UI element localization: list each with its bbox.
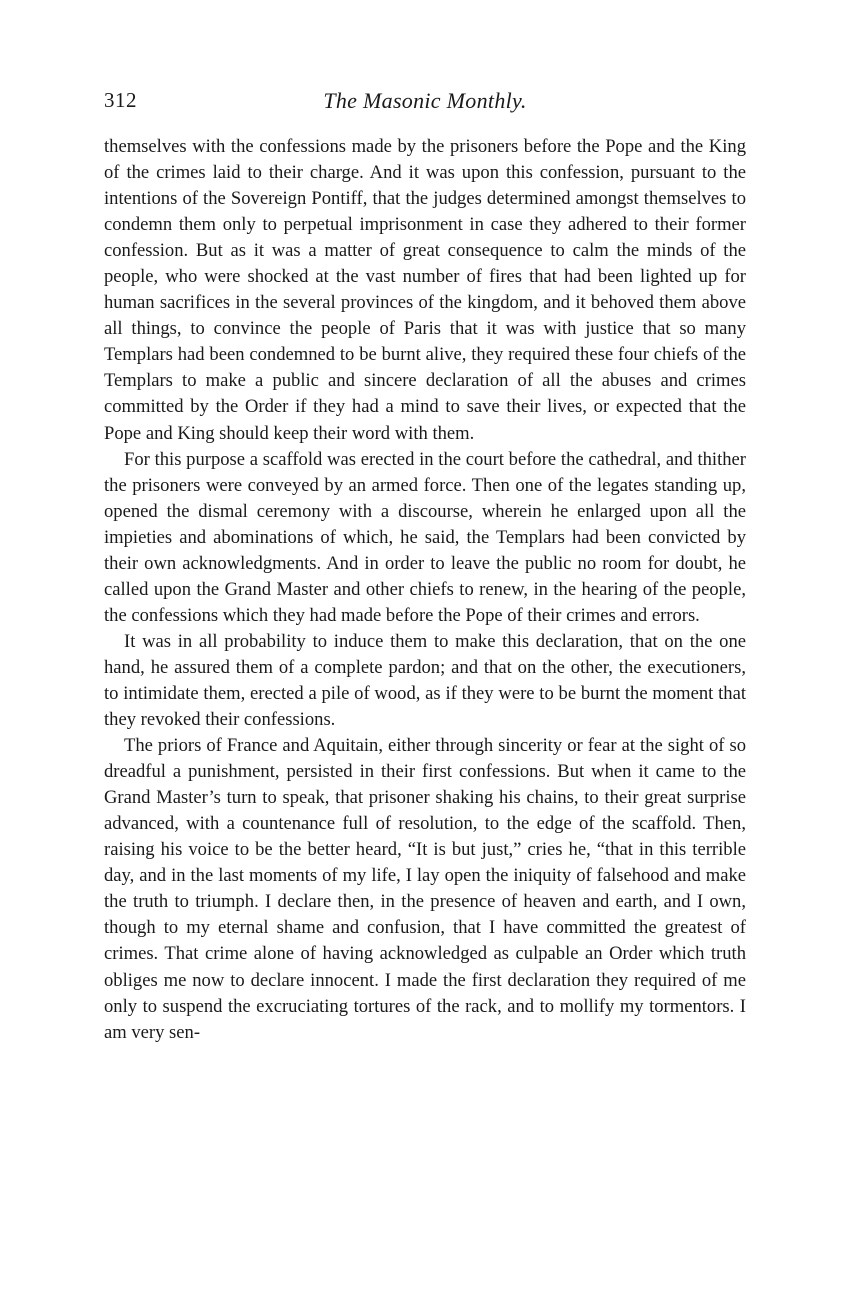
- running-title: The Masonic Monthly.: [323, 88, 527, 113]
- paragraph-scaffold: For this purpose a scaffold was erected in the court before the cathedral, and thither the prisoners were conveyed by an armed force. Then one of the legates standing up, opened the dismal ceremony with a discourse, wherein he enlarged upon all the impieties and abominations of which, he said, the Templars had been convicted by their own acknowledgments. And in order to leave the public no room for doubt, he called upon the Grand Master and other chiefs to renew, in the hearing of the people, the confessions which they had made before the Pope of their crimes and errors.: [104, 448, 746, 626]
- paragraph-continued: themselves with the confessions made by the prisoners before the Pope and the King of the crimes laid to their charge. And it was upon this confession, pursuant to the intentions of the Sovereign Pontiff, that the judges determined amongst themselves to condemn them only to perpetual imprisonment in case they adhered to their former confession. But as it was a matter of great consequence to calm the minds of the people, who were shocked at the vast number of fires that had been lighted up for human sacrifices in the several provinces of the kingdom, and it behoved them above all things, to convince the people of Paris that it was with justice that so many Templars had been condemned to be burnt alive, they required these four chiefs of the Templars to make a public and sincere declaration of all the abuses and crimes committed by the Order if they had a mind to save their lives, or expected that the Pope and King should keep their word with them.: [104, 136, 746, 444]
- body-text: [104, 134, 746, 1046]
- paragraph-grand-master: The priors of France and Aquitain, either through sincerity or fear at the sight of so dreadful a punishment, persisted in their first confessions. But when it came to the Grand Master’s turn to speak, that prisoner shaking his chains, to their great surprise advanced, with a countenance full of resolution, to the edge of the scaffold. Then, raising his voice to be the better heard, “It is but just,” cries he, “that in this terrible day, and in the last moments of my life, I lay open the iniquity of falsehood and make the truth to triumph. I declare then, in the presence of heaven and earth, and I own, though to my eternal shame and confusion, that I have committed the greatest of crimes. That crime alone of having acknowledged as culpable an Order which truth obliges me now to declare innocent. I made the first declaration they required of me only to suspend the excruciating tortures of the rack, and to mollify my tormentors. I am very sen-: [104, 735, 746, 1043]
- page-number: 312: [104, 88, 137, 112]
- book-page: [104, 88, 746, 1046]
- page-header: [104, 88, 746, 128]
- paragraph-declaration: It was in all probability to induce them to make this declaration, that on the one hand, he assured them of a complete pardon; and that on the other, the executioners, to intimidate them, erected a pile of wood, as if they were to be burnt the moment that they revoked their confessions.: [104, 630, 746, 731]
